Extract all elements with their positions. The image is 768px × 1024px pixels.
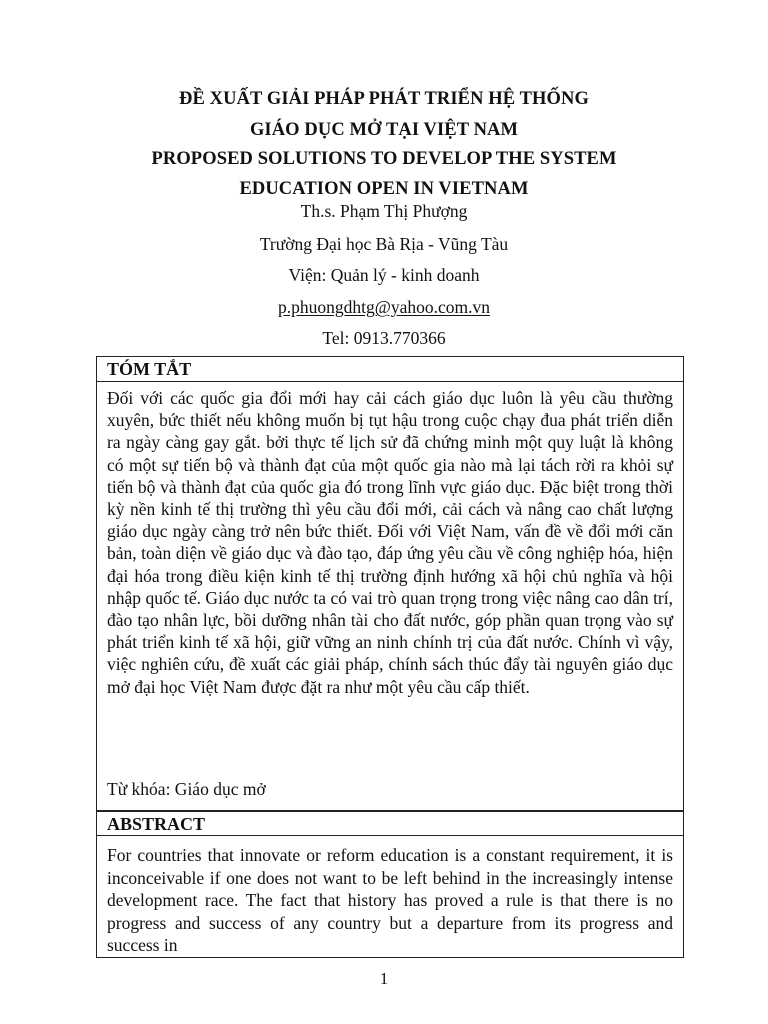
author-name: Th.s. Phạm Thị Phượng (300, 201, 468, 221)
page-number: 1 (379, 969, 389, 988)
title-en-line-2: EDUCATION OPEN IN VIETNAM (239, 179, 529, 199)
summary-heading: TÓM TẮT (97, 357, 683, 382)
author-tel: Tel: 0913.770366 (322, 328, 446, 348)
title-vi-line-1: ĐỀ XUẤT GIẢI PHÁP PHÁT TRIỂN HỆ THỐNG (179, 89, 589, 109)
abstract-box (96, 811, 684, 958)
abstract-heading: ABSTRACT (97, 811, 683, 836)
title-en-line-1: PROPOSED SOLUTIONS TO DEVELOP THE SYSTEM (151, 149, 617, 169)
author-institute: Viện: Quản lý - kinh doanh (288, 265, 480, 285)
summary-keywords: Từ khóa: Giáo dục mở (107, 779, 266, 799)
title-vi-line-2: GIÁO DỤC MỞ TẠI VIỆT NAM (249, 120, 519, 140)
summary-box (96, 356, 684, 811)
summary-text: Đối với các quốc gia đổi mới hay cải cách giáo dục luôn là yêu cầu thường xuyên, bức thiết nếu không muốn bị tụt hậu trong cuộc chạy đua phát triển diễn ra ngày càng gay gắt. bởi thực tế lịch sử đã chứng minh một quy luật là không có một sự tiến bộ và thành đạt của một quốc gia nào mà lại tách rời ra khỏi sự tiến bộ và thành đạt của quốc gia đó trong lĩnh vực giáo dục. Đặc biệt trong thời kỳ nền kinh tế thị trường thì yêu cầu đổi mới, cải cách và nâng cao chất lượng giáo dục ngày càng trở nên bức thiết. Đối với Việt Nam, vấn đề về đổi mới căn bản, toàn diện về giáo dục và đào tạo, đáp ứng yêu cầu về công nghiệp hóa, hiện đại hóa trong điều kiện kinh tế thị trường định hướng xã hội chủ nghĩa và hội nhập quốc tế. Giáo dục nước ta có vai trò quan trọng trong việc nâng cao dân trí, đào tạo nhân lực, bồi dưỡng nhân tài cho đất nước, góp phần quan trọng vào sự phát triển kinh tế xã hội, giữ vững an ninh chính trị của đất nước. Chính vì vậy, việc nghiên cứu, đề xuất các giải pháp, chính sách thúc đẩy tài nguyên giáo dục mở đại học Việt Nam được đặt ra như một yêu cầu cấp thiết. (107, 388, 673, 697)
author-email-link[interactable]: p.phuongdhtg@yahoo.com.vn (278, 297, 490, 317)
abstract-text: For countries that innovate or reform education is a constant requirement, it is inconceivable if one does not want to be left behind in the increasingly intense development race. The fact that history has proved a rule is that there is no progress and success of any country but a departure from its progress and success in (107, 845, 673, 956)
author-university: Trường Đại học Bà Rịa - Vũng Tàu (259, 234, 509, 254)
